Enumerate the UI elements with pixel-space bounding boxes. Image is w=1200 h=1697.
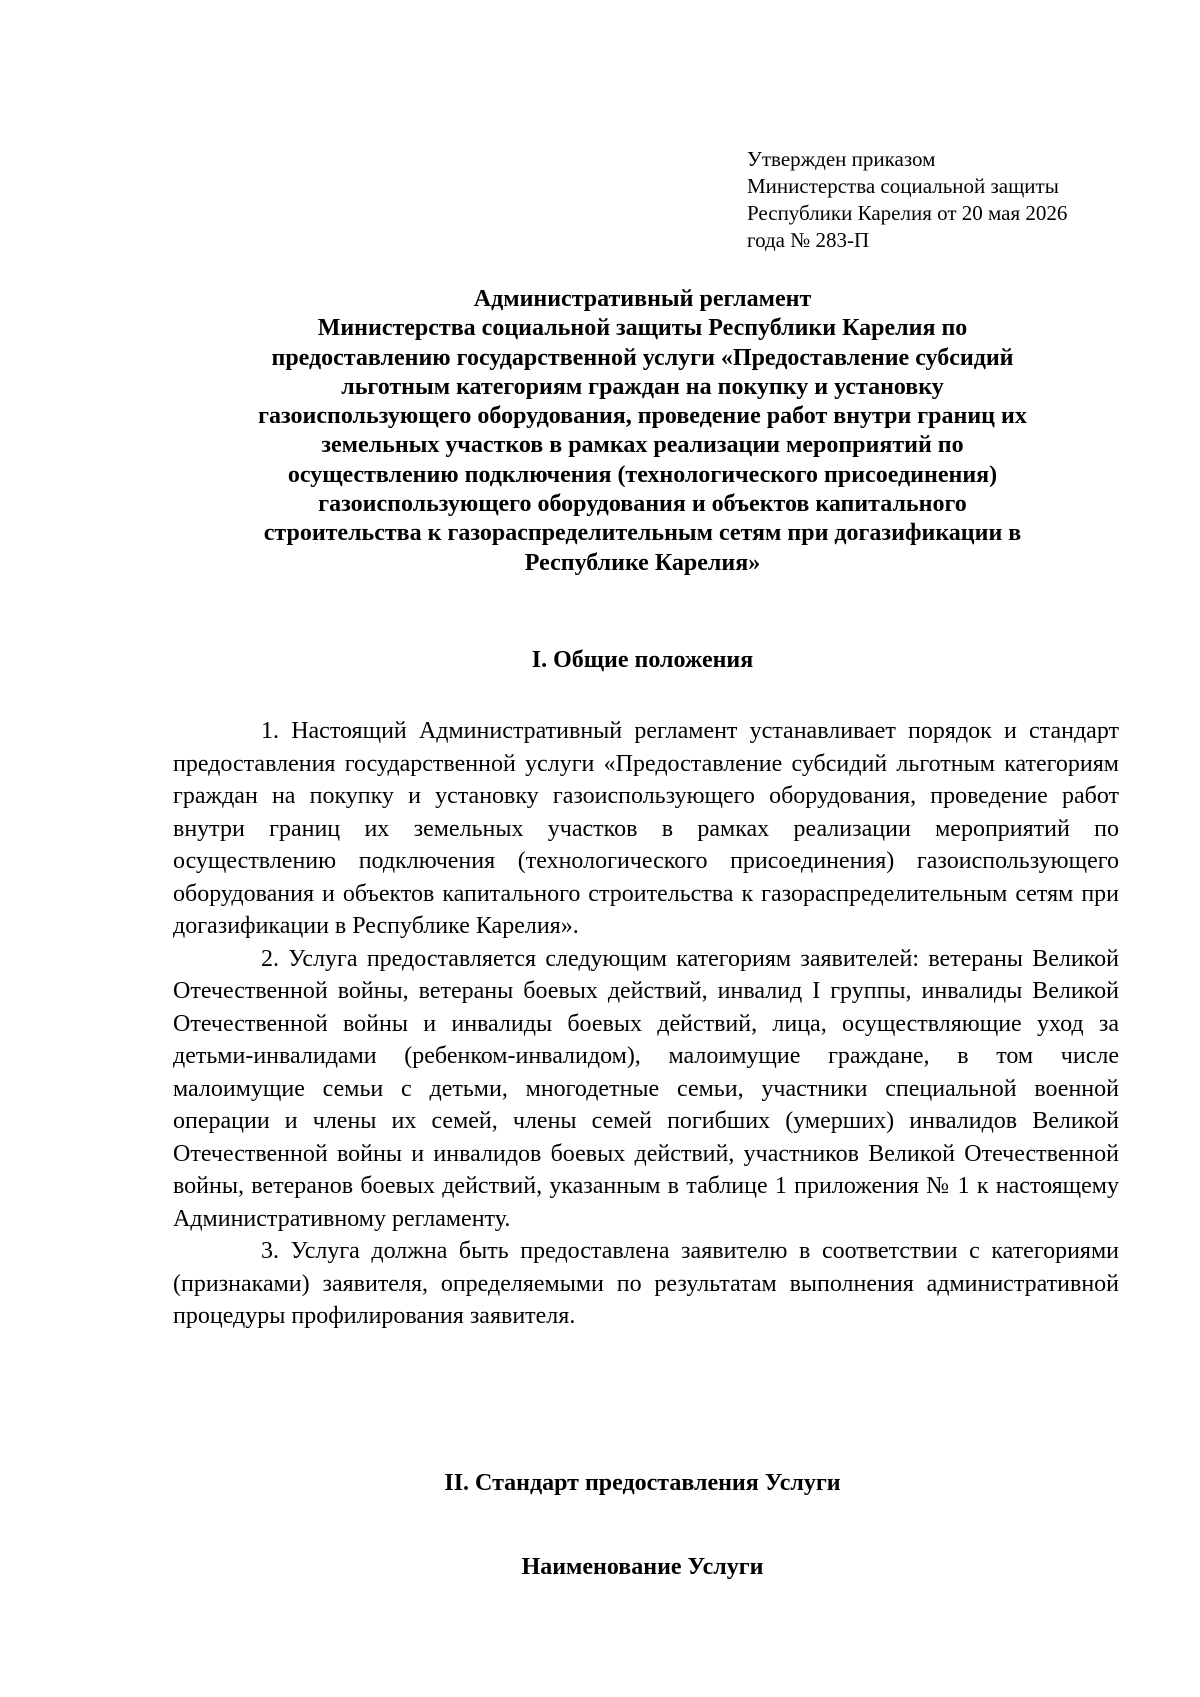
section-heading-general: I. Общие положения — [531, 647, 754, 673]
title-line: газоиспользующего оборудования и объектов капитального — [318, 491, 967, 518]
title-line: Административный регламент — [473, 286, 812, 312]
title-line: льготным категориям граждан на покупку и установку — [341, 373, 944, 400]
section-heading-standard: II. Стандарт предоставления Услуги — [444, 1470, 841, 1496]
approval-line: Республики Карелия от 20 мая 2026 — [747, 201, 1068, 225]
approval-line: Министерства социальной защиты — [747, 174, 1059, 198]
title-line: Министерства социальной защиты Республики Карелия по — [317, 315, 968, 342]
title-line: Республике Карелия» — [524, 549, 761, 576]
title-line: газоиспользующего оборудования, проведение работ внутри границ их — [258, 403, 1027, 430]
paragraph-1: 1. Настоящий Административный регламент устанавливает порядок и стандарт предоставления государственной услуги «Предоставление субсидий льготным категориям граждан на покупку и установку газоиспользующего оборудования, проведение работ внутри границ их земельных участков в рамках реализации мероприятий по осуществлению подключения (технологического присоединения) газоиспользующего оборудования и объектов капитального строительства к газораспределительным сетям при догазификации в Республике Карелия». — [173, 718, 1119, 939]
title-line: строительства к газораспределительным сетям при догазификации в — [263, 520, 1022, 547]
section-body-general — [173, 715, 1119, 1333]
approval-line: Утвержден приказом — [747, 147, 936, 171]
document-title — [160, 285, 1125, 578]
approval-line: года № 283-П — [747, 228, 870, 252]
paragraph-2: 2. Услуга предоставляется следующим категориям заявителей: ветераны Великой Отечественной войны, ветераны боевых действий, инвалид I группы, инвалиды Великой Отечественной войны и инвалиды боевых действий, лица, осуществляющие уход за детьми-инвалидами (ребенком-инвалидом), малоимущие граждане, в том числе малоимущие семьи с детьми, многодетные семьи, участники специальной военной операции и члены их семей, члены семей погибших (умерших) инвалидов Великой Отечественной войны и инвалидов боевых действий, участников Великой Отечественной войны, ветеранов боевых действий, указанным в таблице 1 приложения № 1 к настоящему Административному регламенту. — [173, 945, 1119, 1232]
title-line: земельных участков в рамках реализации мероприятий по — [321, 432, 964, 459]
paragraph-3: 3. Услуга должна быть предоставлена заявителю в соответствии с категориями (признаками) заявителя, определяемыми по результатам выполнения административной процедуры профилирования заявителя. — [173, 1238, 1119, 1329]
approval-stamp — [747, 146, 1127, 254]
title-line: осуществлению подключения (технологического присоединения) — [287, 461, 998, 488]
subsection-heading-service-name: Наименование Услуги — [521, 1554, 764, 1580]
title-line: предоставлению государственной услуги «Предоставление субсидий — [271, 344, 1014, 371]
